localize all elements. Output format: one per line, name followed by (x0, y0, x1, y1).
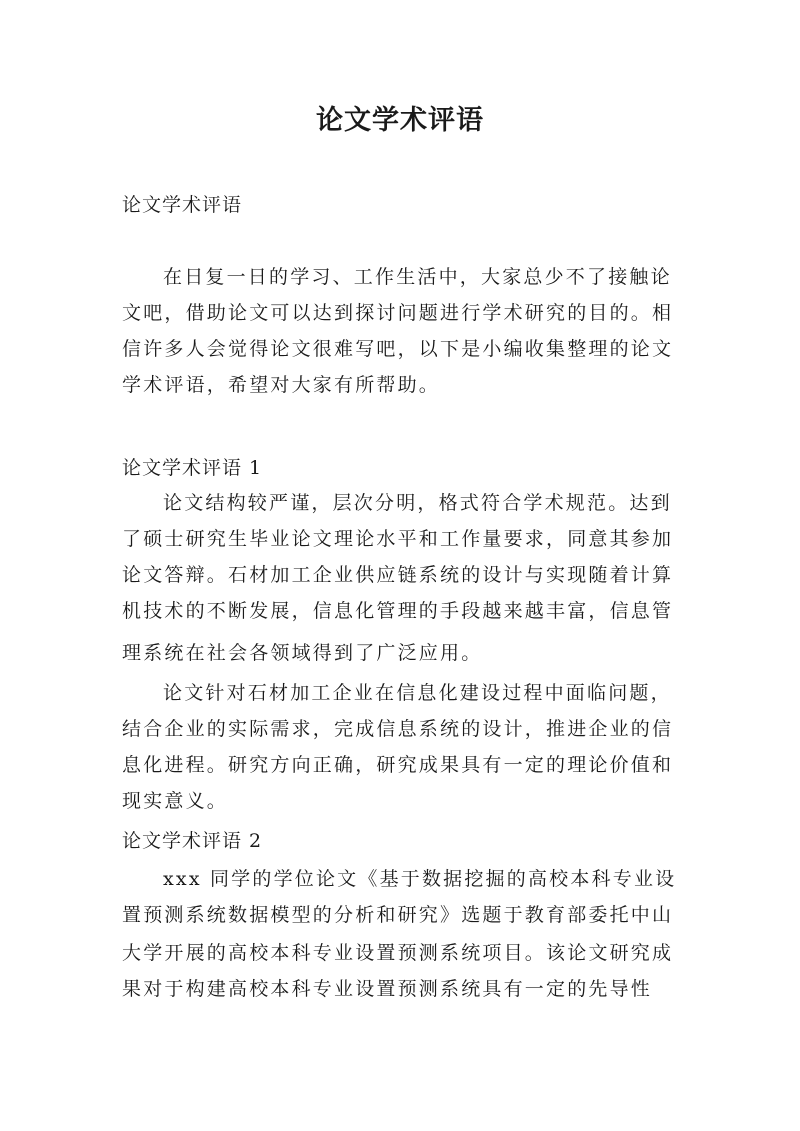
document-title: 论文学术评语 (316, 105, 484, 136)
intro-line-4: 学术评语，希望对大家有所帮助。 (122, 374, 441, 396)
section-2-para-1-line-1: xxx 同学的学位论文《基于数据挖掘的高校本科专业设 (163, 868, 677, 890)
intro-line-1: 在日复一日的学习、工作生活中，大家总少不了接触论 (163, 266, 672, 288)
section-2-heading: 论文学术评语 2 (122, 830, 263, 852)
section-2-para-1-line-3: 大学开展的高校本科专业设置预测系统项目。该论文研究成 (122, 942, 674, 964)
intro-line-2: 文吧，借助论文可以达到探讨问题进行学术研究的目的。相 (122, 302, 674, 324)
document-subtitle: 论文学术评语 (122, 194, 243, 216)
section-2-para-1-line-2: 置预测系统数据模型的分析和研究》选题于教育部委托中山 (122, 904, 674, 926)
intro-line-3: 信许多人会觉得论文很难写吧，以下是小编收集整理的论文 (122, 338, 674, 360)
section-1-para-1-line-1: 论文结构较严谨，层次分明，格式符合学术规范。达到 (163, 492, 672, 514)
section-1-heading: 论文学术评语 1 (122, 457, 263, 479)
section-1-para-1-line-4: 机技术的不断发展，信息化管理的手段越来越丰富，信息管 (122, 600, 674, 622)
section-2-para-1-line-4: 果对于构建高校本科专业设置预测系统具有一定的先导性 (122, 978, 653, 1000)
section-1-para-2-line-3: 息化进程。研究方向正确，研究成果具有一定的理论价值和 (122, 754, 674, 776)
section-1-para-2-line-4: 现实意义。 (122, 790, 229, 812)
section-1-para-2-line-2: 结合企业的实际需求，完成信息系统的设计，推进企业的信 (122, 718, 674, 740)
section-1-para-1-line-3: 论文答辩。石材加工企业供应链系统的设计与实现随着计算 (122, 564, 674, 586)
section-1-para-1-line-2: 了硕士研究生毕业论文理论水平和工作量要求，同意其参加 (122, 528, 674, 550)
section-1-para-2-line-1: 论文针对石材加工企业在信息化建设过程中面临问题， (163, 682, 672, 704)
section-1-para-1-line-5: 理系统在社会各领域得到了广泛应用。 (122, 642, 483, 664)
